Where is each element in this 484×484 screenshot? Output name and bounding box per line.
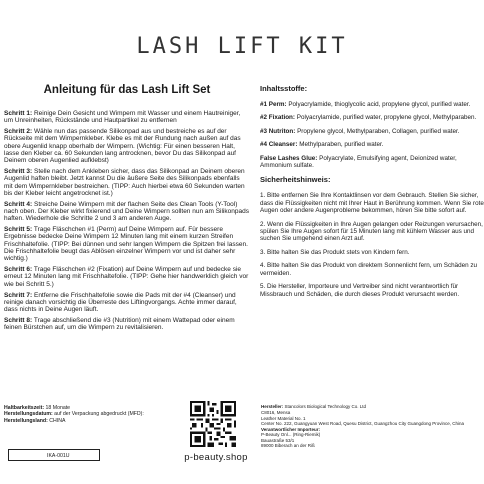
step-label: Schritt 6: xyxy=(4,266,33,274)
safety-item: 2. Wenn die Flüssigkeiten in Ihre Augen gelangen oder Reizungen verursachen, spülen Sie Ihre Augen sofort für 15 Minuten lang mit kühlem Wasser aus und suchen Sie umgehend einen Arzt auf. xyxy=(260,220,483,243)
ingredient-label: #2 Fixation: xyxy=(260,114,295,122)
ingredient-text: Polyacrylamide, purified water, propylene glycol, Methylparaben. xyxy=(296,114,477,122)
ingredients-section xyxy=(260,84,484,304)
ingredient-item xyxy=(260,128,484,135)
responsible-line: 89000 Biberach an der Riß xyxy=(261,443,315,449)
step-text: Entferne die Frischhaltefolie sowie die Pads mit der #4 (Cleanser) und reinige danach vorsichtig die Überreste des Liftingvorgangs. Achte immer darauf, dass nichts in Deine Augen läuft. xyxy=(4,291,237,314)
step-6 xyxy=(4,266,250,288)
step-text: Trage abschließend die #3 (Nutrition) mit einem Wattepad oder einem feinen Bürstchen auf, um die Wimpern zu revitalisieren. xyxy=(4,316,235,332)
meta-label: Haltbarkeitszeit: xyxy=(4,405,45,411)
safety-item: 3. Bitte halten Sie das Produkt stets von Kindern fern. xyxy=(260,248,410,256)
step-text: Trage Fläschchen #1 (Perm) auf Deine Wimpern auf. Für bessere Ergebnisse bedecke Deine Wimpern 12 Minuten lang mit einem kurzen Streifen Frischhaltefolie. (TIPP: Bei dünnen und sehr langen Wimpern die Spitzen frei lassen. Die Frischhaltefolie beugt das Ablösen einzelner Wimpern vor und ist daher sehr wichtig.) xyxy=(4,226,248,263)
step-text: Streiche Deine Wimpern mit der flachen Seite des Clean Tools (Y-Tool) nach oben. Der Kleber wirkt fixierend und Deine Wimpern sollten nun am Silikonpads haften. Wiederhole die Schritte 2 und 3 am anderen Auge. xyxy=(4,200,249,223)
step-label: Schritt 4: xyxy=(4,200,33,208)
ingredient-item xyxy=(260,155,484,170)
responsible-line: Bauastraße 53/1 xyxy=(261,437,295,443)
step-1 xyxy=(4,110,250,125)
meta-label: Herstellungsland: xyxy=(4,417,48,424)
step-text: Reinige Dein Gesicht und Wimpern mit Wasser und einem Hautreiniger, um Unreinheiten, Rückstände und Hautpartikel zu entfernen xyxy=(4,110,241,125)
qr-code-icon xyxy=(190,401,236,447)
responsible-line: P-Beauty Onl... (Ring-Riemik) xyxy=(261,432,321,438)
step-8 xyxy=(4,317,250,332)
meta-value: 18 Monate xyxy=(45,405,71,411)
instructions-heading: Anleitung für das Lash Lift Set xyxy=(43,84,211,96)
meta-value: auf der Verpackung abgedruckt (MFD): xyxy=(54,411,144,418)
step-label: Schritt 3: xyxy=(4,168,33,176)
safety-section xyxy=(260,175,484,297)
ingredient-text: Methylparaben, purified water. xyxy=(299,141,384,149)
step-label: Schritt 5: xyxy=(4,226,33,234)
safety-heading: Sicherheitshinweis: xyxy=(260,175,331,185)
manufacturer-line: C8016, Mensa xyxy=(261,410,291,416)
step-5 xyxy=(4,226,250,262)
page-title: LASH LIFT KIT xyxy=(136,34,348,59)
step-text: Wähle nun das passende Silikonpad aus und bestreiche es auf der Rückseite mit dem Wimpernkleber. Klebe es mit der Rundung nach außen auf das obere Augenlid knapp oberhalb der Wimpern. (Wichtig: Für einen besseren Halt, lasse den Kleber ca. 60 Sekunden lang antrocknen, bevor Du das Silikonpad auf Deinem oberen Augenlied aufklebst) xyxy=(4,128,241,165)
ingredient-label: False Lashes Glue: xyxy=(260,154,318,162)
meta-value: CHINA xyxy=(49,417,66,424)
step-7 xyxy=(4,292,250,314)
manufacturer-block xyxy=(261,404,479,409)
ingredient-text: Polyacrylate, Emulsifying agent, Deionized water, Ammonium sulfate. xyxy=(260,154,457,170)
step-2 xyxy=(4,128,250,164)
step-text: Stelle nach dem Ankleben sicher, dass das Silikonpad an Deinem oberen Augenlid haften bleibt. Jetzt kannst Du die äußere Seite des Silikonpads ebenfalls mit dem Wimpernkleber bestreichen. (TIPP: Auch hierbei etwa 60 Sekunden warten bis der Kleber leicht angetrocknet ist.) xyxy=(4,168,245,197)
step-label: Schritt 2: xyxy=(4,128,33,136)
safety-item: 5. Die Hersteller, Importeure und Vertreiber sind nicht verantwortlich für Missbrauch und Schäden, die durch dieses Produkt verursacht werden. xyxy=(260,283,460,298)
step-label: Schritt 7: xyxy=(4,291,33,299)
ingredient-item xyxy=(260,101,484,108)
ingredient-text: Propylene glycol, Methylparaben, Collagen, purified water. xyxy=(297,127,460,135)
step-text: Trage Fläschchen #2 (Fixation) auf Deine Wimpern auf und bedecke sie erneut 12 Minuten lang mit Frischhaltefolie. (TIPP: Gehe hier handwerklich gleich vor wie bei Schritt 5.) xyxy=(4,266,249,288)
manufacturer-line: Leather Material No. 1 xyxy=(261,415,306,421)
shop-name: p-beauty.shop xyxy=(184,452,248,463)
safety-item: 4. Bitte halten Sie das Produkt von direktem Sonnenlicht fern, um Schäden zu vermeiden. xyxy=(260,262,478,277)
sku-box: IKA-001U xyxy=(8,449,100,461)
step-3 xyxy=(4,168,250,197)
ingredient-text: Polyacrylamide, thioglycolic acid, propylene glycol, purified water. xyxy=(288,101,471,108)
ingredient-label: #1 Perm: xyxy=(260,101,287,108)
country-of-manufacture xyxy=(4,418,184,424)
step-label: Schritt 8: xyxy=(4,316,33,324)
meta-label: Herstellungsdatum: xyxy=(4,411,53,418)
manufacturer-line: Stancolors Biological Technology Co. Ltd xyxy=(284,404,366,409)
manufacturer-line: Center No. 222, Guangyuan West Road, Quesu District, Guangzhou City Guangdong Province, China xyxy=(261,420,465,426)
product-meta xyxy=(4,405,184,424)
ingredient-label: #3 Nutriton: xyxy=(260,127,296,135)
responsible-label-text: Verantwortlicher Importeur: xyxy=(261,427,321,433)
ingredients-heading: Inhaltsstoffe: xyxy=(260,84,308,93)
ingredient-item xyxy=(260,141,484,148)
ingredient-item xyxy=(260,114,484,121)
step-4 xyxy=(4,201,250,223)
instructions-section xyxy=(4,84,250,335)
safety-item: 1. Bitte entfernen Sie Ihre Kontaktlinsen vor dem Gebrauch. Stellen Sie sicher, dass die Flüssigkeiten nicht mit Ihrer Haut in Berührung kommen. Wenn Sie rote Augen oder andere Augenprobleme bekommen, hören Sie bitte sofort auf. xyxy=(260,192,484,215)
manufacturer-label: Hersteller: xyxy=(261,404,284,409)
step-label: Schritt 1: xyxy=(4,110,33,117)
legal-info xyxy=(261,404,479,448)
ingredient-label: #4 Cleanser: xyxy=(260,141,298,149)
